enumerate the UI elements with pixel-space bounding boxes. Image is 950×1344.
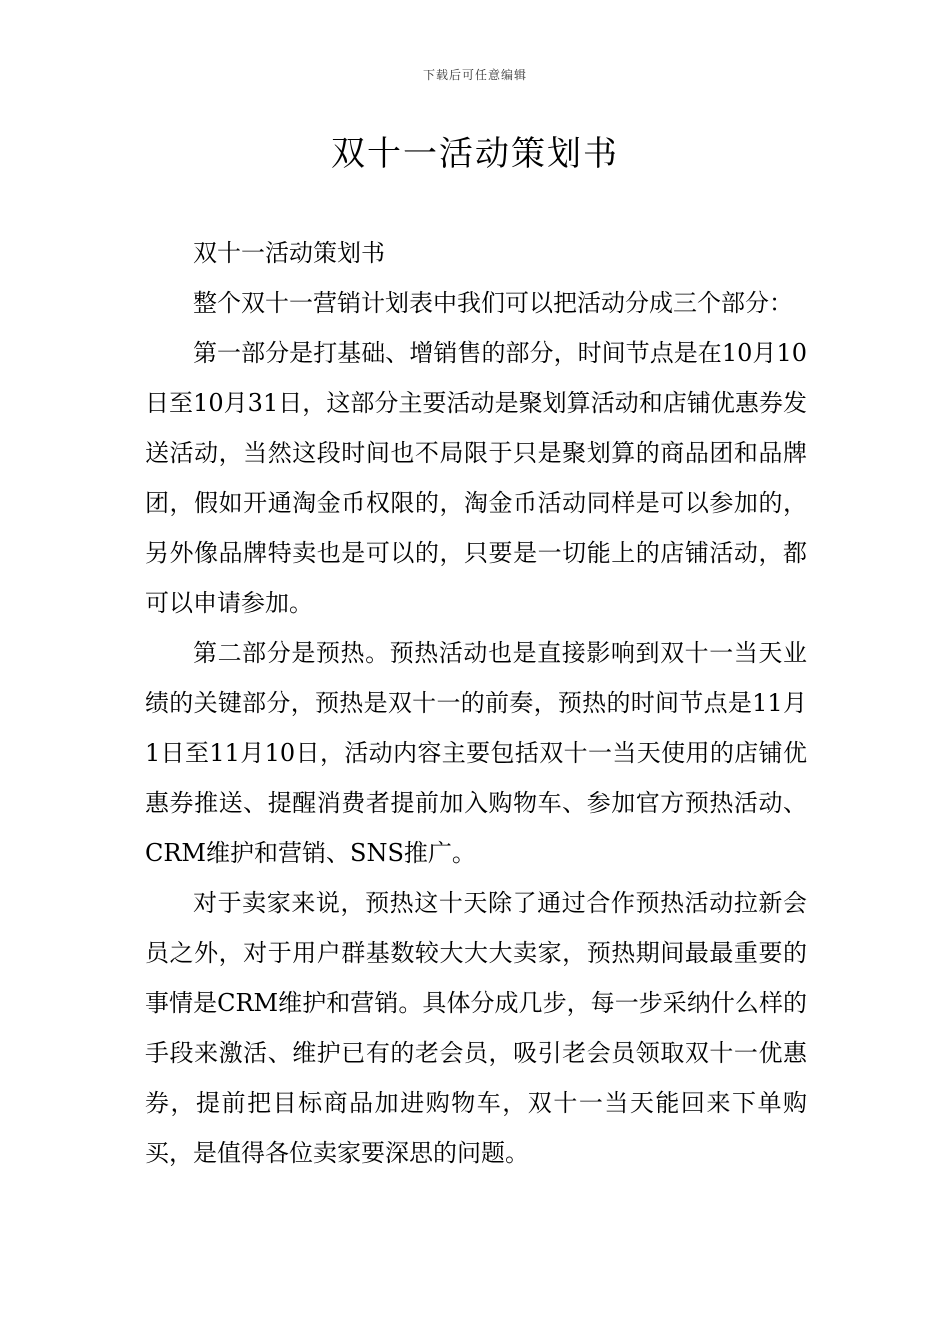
header-note: 下载后可任意编辑 — [422, 68, 527, 82]
paragraph-seller-advice: 对于卖家来说，预热这十天除了通过合作预热活动拉新会员之外，对于用户群基数较大大大卖家，预热期间最最重要的事情是CRM维护和营销。具体分成几步，每一步采纳什么样的手段来激活、维护已有的老会员，吸引老会员领取双十一优惠券，提前把目标商品加进购物车，双十一当天能回来下单购买，是值得各位卖家要深思的问题。 — [145, 889, 807, 1167]
paragraph-intro: 整个双十一营销计划表中我们可以把活动分成三个部分： — [193, 289, 793, 317]
paragraph-part-one: 第一部分是打基础、增销售的部分，时间节点是在10月10日至10月31日，这部分主要活动是聚划算活动和店铺优惠券发送活动，当然这段时间也不局限于只是聚划算的商品团和品牌团，假如开通淘金币权限的，淘金币活动同样是可以参加的，另外像品牌特卖也是可以的，只要是一切能上的店铺活动，都可以申请参加。 — [145, 339, 807, 617]
document-body — [145, 228, 807, 1178]
paragraph-part-two: 第二部分是预热。预热活动也是直接影响到双十一当天业绩的关键部分，预热是双十一的前奏，预热的时间节点是11月1日至11月10日，活动内容主要包括双十一当天使用的店铺优惠券推送、提醒消费者提前加入购物车、参加官方预热活动、CRM维护和营销、SNS推广。 — [145, 639, 807, 867]
paragraph-subtitle: 双十一活动策划书 — [193, 239, 385, 267]
document-title: 双十一活动策划书 — [331, 134, 619, 174]
